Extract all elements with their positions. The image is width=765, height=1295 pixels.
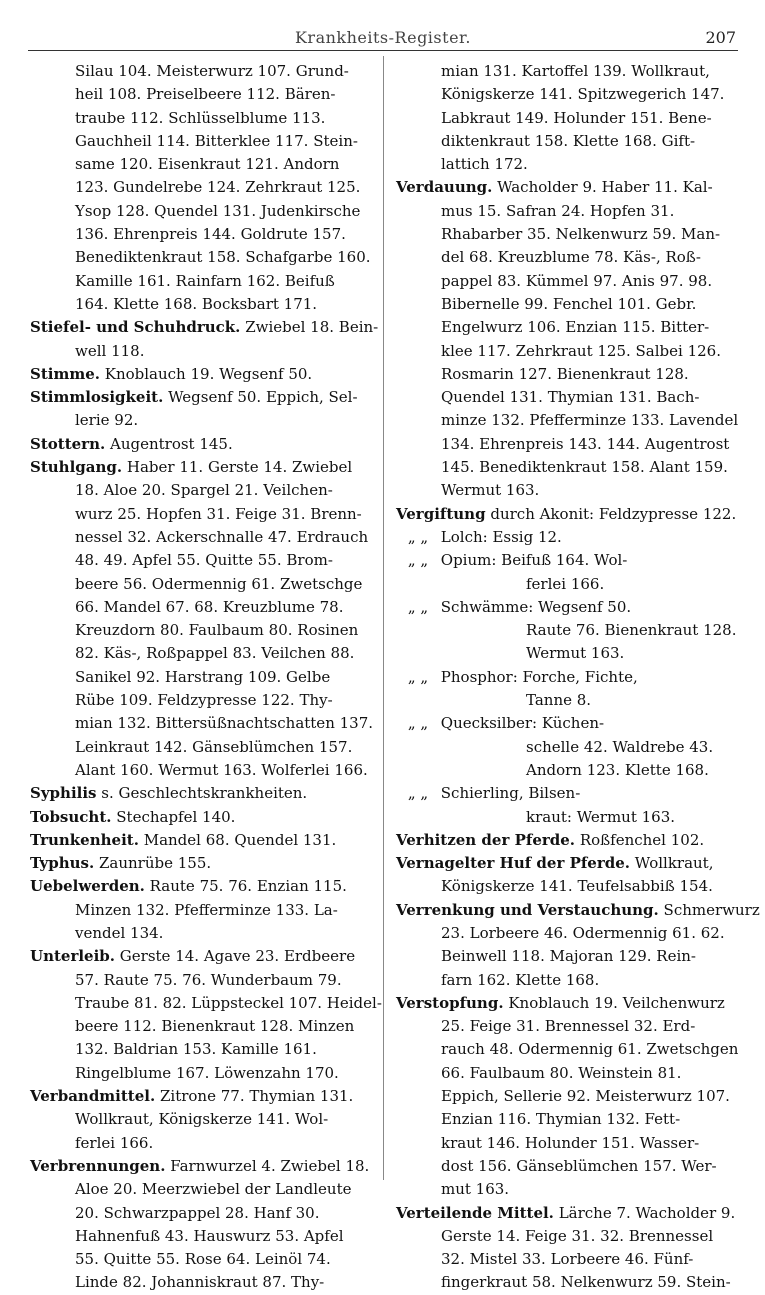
entry-text: Andorn 123. Klette 168.: [526, 760, 709, 779]
index-entry: [396, 852, 748, 875]
index-line: [396, 130, 748, 153]
index-line: [30, 130, 382, 153]
entry-text: Kamille 161. Rainfarn 162. Beifuß: [75, 271, 335, 290]
index-line: [30, 666, 382, 689]
entry-text: Minzen 132. Pfefferminze 133. La-: [75, 900, 338, 919]
entry-text: Leinkraut 142. Gänseblümchen 157.: [75, 737, 353, 756]
entry-text: Linde 82. Johanniskraut 87. Thy-: [75, 1273, 325, 1292]
entry-text: Raute 76. Bienenkraut 128.: [526, 621, 737, 640]
index-line: [30, 992, 382, 1015]
entry-text: Quecksilber: Küchen-: [440, 714, 605, 733]
entry-text: kraut: Wermut 163.: [526, 807, 676, 826]
index-line: [396, 642, 748, 665]
entry-text: klee 117. Zehrkraut 125. Salbei 126.: [441, 341, 721, 360]
entry-keyword: Verstopfung.: [396, 993, 504, 1012]
index-line: [30, 1038, 382, 1061]
entry-text: 132. Baldrian 153. Kamille 161.: [75, 1040, 317, 1059]
index-line: [30, 573, 382, 596]
index-entry: [30, 316, 382, 339]
entry-keyword: Typhus.: [30, 854, 95, 873]
entry-text: 20. Schwarzpappel 28. Hanf 30.: [75, 1203, 320, 1222]
entry-text: Wegsenf 50. Eppich, Sel-: [168, 388, 358, 407]
index-line: [30, 1225, 382, 1248]
index-line: [30, 1248, 382, 1271]
entry-keyword: Verhitzen der Pferde.: [396, 830, 576, 849]
index-line: [30, 200, 382, 223]
entry-keyword: Verbandmittel.: [30, 1087, 156, 1106]
entry-text: traube 112. Schlüsselblume 113.: [75, 108, 326, 127]
index-line: [396, 1085, 748, 1108]
entry-text: Stechapfel 140.: [116, 807, 236, 826]
entry-text: Quendel 131. Thymian 131. Bach-: [441, 388, 700, 407]
entry-keyword: Stimme.: [30, 364, 100, 383]
index-line: [30, 409, 382, 432]
entry-text: lerie 92.: [75, 411, 139, 430]
entry-keyword: Syphilis: [30, 784, 97, 803]
entry-keyword: Trunkenheit.: [30, 830, 139, 849]
index-line: [30, 153, 382, 176]
entry-text: Wacholder 9. Haber 11. Kal-: [497, 178, 713, 197]
entry-keyword: Unterleib.: [30, 947, 116, 966]
index-line: [30, 340, 382, 363]
entry-text: 55. Quitte 55. Rose 64. Leinöl 74.: [75, 1250, 331, 1269]
index-line: [396, 1248, 748, 1271]
index-line: [396, 1155, 748, 1178]
index-line: [396, 945, 748, 968]
entry-text: Mandel 68. Quendel 131.: [143, 830, 337, 849]
entry-text: Wermut 163.: [441, 481, 540, 500]
index-line: [30, 60, 382, 83]
left-column: [30, 60, 382, 1292]
index-entry: [30, 1085, 382, 1108]
index-line: [30, 1271, 382, 1294]
index-line: [396, 526, 748, 549]
index-line: [30, 596, 382, 619]
index-line: [396, 153, 748, 176]
index-line: [30, 246, 382, 269]
ditto-mark: „ „: [407, 714, 429, 733]
index-line: [396, 596, 748, 619]
entry-keyword: Verrenkung und Verstauchung.: [396, 900, 659, 919]
index-line: [396, 969, 748, 992]
entry-keyword: Stottern.: [30, 434, 106, 453]
index-line: [396, 386, 748, 409]
index-line: [30, 1178, 382, 1201]
entry-text: Beinwell 118. Majoran 129. Rein-: [441, 947, 696, 966]
entry-text: s. Geschlechtskrankheiten.: [101, 784, 308, 803]
index-line: [30, 712, 382, 735]
ditto-mark: „ „: [407, 784, 429, 803]
index-line: [30, 293, 382, 316]
index-line: [30, 1062, 382, 1085]
entry-text: Benediktenkraut 158. Schafgarbe 160.: [75, 248, 371, 267]
index-line: [396, 666, 748, 689]
entry-keyword: Verteilende Mittel.: [396, 1203, 554, 1222]
entry-text: Sanikel 92. Harstrang 109. Gelbe: [75, 667, 331, 686]
index-line: [396, 549, 748, 572]
index-line: [396, 246, 748, 269]
index-line: [30, 736, 382, 759]
index-line: [396, 736, 748, 759]
index-entry: [396, 829, 748, 852]
entry-text: durch Akonit: Feldzypresse 122.: [490, 504, 737, 523]
index-line: [30, 899, 382, 922]
entry-text: schelle 42. Waldrebe 43.: [526, 737, 714, 756]
index-line: [396, 1178, 748, 1201]
index-line: [396, 1062, 748, 1085]
entry-text: 82. Käs-, Roßpappel 83. Veilchen 88.: [75, 644, 355, 663]
entry-text: Bibernelle 99. Fenchel 101. Gebr.: [441, 294, 697, 313]
ditto-mark: „ „: [407, 597, 429, 616]
index-line: [30, 1132, 382, 1155]
entry-text: 136. Ehrenpreis 144. Goldrute 157.: [75, 225, 346, 244]
entry-text: Lärche 7. Wacholder 9.: [558, 1203, 736, 1222]
index-line: [396, 409, 748, 432]
index-line: [30, 642, 382, 665]
index-line: [396, 875, 748, 898]
index-line: [30, 526, 382, 549]
index-line: [30, 922, 382, 945]
entry-text: Tanne 8.: [526, 691, 592, 710]
running-title: Krankheits-Register.: [294, 28, 472, 47]
index-line: [30, 176, 382, 199]
index-line: [396, 60, 748, 83]
entry-text: lattich 172.: [441, 155, 528, 174]
index-line: [30, 1202, 382, 1225]
entry-text: Silau 104. Meisterwurz 107. Grund-: [75, 62, 349, 80]
index-entry: [30, 945, 382, 968]
entry-keyword: Verbrennungen.: [30, 1156, 166, 1175]
entry-text: Wermut 163.: [526, 644, 625, 663]
entry-text: Alant 160. Wermut 163. Wolferlei 166.: [75, 760, 368, 779]
entry-text: Zitrone 77. Thymian 131.: [159, 1087, 354, 1106]
index-entry: [30, 363, 382, 386]
entry-text: Phosphor: Forche, Fichte,: [440, 667, 638, 686]
entry-text: Schwämme: Wegsenf 50.: [440, 597, 632, 616]
index-line: [396, 200, 748, 223]
entry-text: Roßfenchel 102.: [579, 830, 705, 849]
index-line: [396, 223, 748, 246]
entry-text: Königskerze 141. Spitzwegerich 147.: [441, 85, 725, 104]
entry-keyword: Tobsucht.: [30, 807, 112, 826]
entry-text: Schmerwurz: [663, 900, 760, 919]
page-number: 207: [705, 28, 736, 47]
entry-text: Opium: Beifuß 164. Wol-: [440, 551, 628, 570]
index-entry: [30, 782, 382, 805]
entry-text: mian 132. Bittersüßnachtschatten 137.: [75, 714, 374, 733]
entry-text: minze 132. Pfefferminze 133. Lavendel: [441, 411, 739, 430]
index-line: [396, 316, 748, 339]
index-line: [396, 806, 748, 829]
index-line: [30, 83, 382, 106]
entry-text: wurz 25. Hopfen 31. Feige 31. Brenn-: [75, 504, 362, 523]
entry-text: Schierling, Bilsen-: [440, 784, 581, 803]
entry-text: Gerste 14. Agave 23. Erdbeere: [119, 947, 356, 966]
index-line: [396, 712, 748, 735]
index-line: [396, 1038, 748, 1061]
index-line: [396, 479, 748, 502]
entry-text: ferlei 166.: [75, 1133, 154, 1152]
index-entry: [396, 503, 748, 526]
entry-text: heil 108. Preiselbeere 112. Bären-: [75, 85, 336, 104]
entry-text: 66. Faulbaum 80. Weinstein 81.: [441, 1063, 682, 1082]
entry-text: del 68. Kreuzblume 78. Käs-, Roß-: [441, 248, 701, 267]
entry-text: Gauchheil 114. Bitterklee 117. Stein-: [75, 131, 358, 150]
entry-text: well 118.: [75, 341, 145, 360]
entry-text: 48. 49. Apfel 55. Quitte 55. Brom-: [75, 551, 333, 570]
index-entry: [30, 386, 382, 409]
entry-text: rauch 48. Odermennig 61. Zwetschgen: [441, 1040, 739, 1059]
entry-text: Knoblauch 19. Wegsenf 50.: [104, 364, 313, 383]
entry-keyword: Stimmlosigkeit.: [30, 388, 164, 407]
index-line: [396, 1225, 748, 1248]
entry-text: Hahnenfuß 43. Hauswurz 53. Apfel: [75, 1226, 344, 1245]
index-line: [396, 107, 748, 130]
entry-text: 145. Benediktenkraut 158. Alant 159.: [441, 458, 728, 477]
entry-text: 25. Feige 31. Brennessel 32. Erd-: [441, 1017, 696, 1036]
index-line: [396, 83, 748, 106]
entry-text: ferlei 166.: [526, 574, 605, 593]
entry-text: 164. Klette 168. Bocksbart 171.: [75, 294, 318, 313]
entry-text: mut 163.: [441, 1180, 510, 1199]
index-entry: [30, 433, 382, 456]
index-line: [30, 223, 382, 246]
entry-text: kraut 146. Holunder 151. Wasser-: [441, 1133, 700, 1152]
index-line: [30, 270, 382, 293]
entry-text: 123. Gundelrebe 124. Zehrkraut 125.: [75, 178, 361, 197]
index-line: [396, 1132, 748, 1155]
entry-text: Gerste 14. Feige 31. 32. Brennessel: [441, 1226, 714, 1245]
index-line: [30, 619, 382, 642]
index-line: [396, 433, 748, 456]
index-line: [396, 456, 748, 479]
index-line: [396, 922, 748, 945]
entry-text: mus 15. Safran 24. Hopfen 31.: [441, 201, 675, 220]
entry-text: nessel 32. Ackerschnalle 47. Erdrauch: [75, 527, 369, 546]
entry-text: Farnwurzel 4. Zwiebel 18.: [170, 1156, 370, 1175]
entry-text: vendel 134.: [75, 923, 164, 942]
entry-text: Engelwurz 106. Enzian 115. Bitter-: [441, 318, 710, 337]
entry-text: Wollkraut,: [634, 854, 714, 873]
entry-text: Rosmarin 127. Bienenkraut 128.: [441, 364, 689, 383]
index-line: [396, 293, 748, 316]
entry-text: Zwiebel 18. Bein-: [245, 318, 379, 337]
index-line: [30, 1015, 382, 1038]
entry-keyword: Stiefel- und Schuhdruck.: [30, 318, 241, 337]
header-rule: [28, 50, 738, 51]
entry-text: Traube 81. 82. Lüppsteckel 107. Heidel-: [75, 993, 382, 1012]
entry-keyword: Verdauung.: [396, 178, 493, 197]
entry-text: beere 56. Odermennig 61. Zwetschge: [75, 574, 363, 593]
entry-text: diktenkraut 158. Klette 168. Gift-: [441, 131, 696, 150]
index-entry: [30, 829, 382, 852]
index-line: [396, 270, 748, 293]
entry-keyword: Vergiftung: [396, 504, 486, 523]
page-header: [28, 22, 738, 52]
index-line: [30, 689, 382, 712]
index-entry: [396, 1202, 748, 1225]
entry-text: Lolch: Essig 12.: [440, 527, 562, 546]
entry-text: same 120. Eisenkraut 121. Andorn: [75, 155, 340, 174]
index-line: [396, 782, 748, 805]
index-entry: [396, 992, 748, 1015]
entry-text: 32. Mistel 33. Lorbeere 46. Fünf-: [441, 1250, 694, 1269]
index-line: [396, 340, 748, 363]
entry-keyword: Vernagelter Huf der Pferde.: [396, 854, 631, 873]
entry-text: Haber 11. Gerste 14. Zwiebel: [126, 458, 353, 477]
entry-text: Ringelblume 167. Löwenzahn 170.: [75, 1063, 339, 1082]
entry-text: Raute 75. 76. Enzian 115.: [149, 877, 347, 896]
index-line: [396, 1108, 748, 1131]
index-entry: [396, 176, 748, 199]
index-line: [30, 1108, 382, 1131]
index-entry: [30, 456, 382, 479]
index-entry: [30, 1155, 382, 1178]
index-entry: [30, 806, 382, 829]
ditto-mark: „ „: [407, 667, 429, 686]
entry-text: 57. Raute 75. 76. Wunderbaum 79.: [75, 970, 342, 989]
index-entry: [30, 852, 382, 875]
entry-text: Enzian 116. Thymian 132. Fett-: [441, 1110, 681, 1129]
entry-text: Eppich, Sellerie 92. Meisterwurz 107.: [441, 1087, 730, 1106]
index-line: [30, 759, 382, 782]
index-line: [30, 969, 382, 992]
index-line: [30, 549, 382, 572]
index-line: [396, 363, 748, 386]
entry-text: Wollkraut, Königskerze 141. Wol-: [75, 1110, 329, 1129]
entry-text: Ysop 128. Quendel 131. Judenkirsche: [75, 201, 361, 220]
index-entry: [396, 899, 760, 922]
entry-text: 66. Mandel 67. 68. Kreuzblume 78.: [75, 597, 344, 616]
entry-text: Knoblauch 19. Veilchenwurz: [508, 993, 725, 1012]
entry-text: Zaunrübe 155.: [98, 854, 212, 873]
entry-text: 134. Ehrenpreis 143. 144. Augentrost: [441, 434, 730, 453]
entry-text: Königskerze 141. Teufelsabbiß 154.: [441, 877, 713, 896]
entry-text: farn 162. Klette 168.: [441, 970, 600, 989]
ditto-mark: „ „: [407, 551, 429, 570]
entry-text: 23. Lorbeere 46. Odermennig 61. 62.: [441, 923, 725, 942]
entry-text: 18. Aloe 20. Spargel 21. Veilchen-: [75, 481, 333, 500]
index-line: [30, 479, 382, 502]
index-line: [396, 573, 748, 596]
entry-text: Rhabarber 35. Nelkenwurz 59. Man-: [441, 225, 721, 244]
right-column: [396, 60, 760, 1292]
index-line: [30, 107, 382, 130]
entry-text: mian 131. Kartoffel 139. Wollkraut,: [441, 62, 710, 80]
index-entry: [30, 875, 382, 898]
index-line: [30, 503, 382, 526]
index-line: [396, 1271, 748, 1294]
entry-keyword: Uebelwerden.: [30, 877, 145, 896]
entry-text: Labkraut 149. Holunder 151. Bene-: [441, 108, 712, 127]
index-line: [396, 619, 748, 642]
entry-text: beere 112. Bienenkraut 128. Minzen: [75, 1017, 355, 1036]
entry-text: pappel 83. Kümmel 97. Anis 97. 98.: [441, 271, 713, 290]
index-line: [396, 1015, 748, 1038]
entry-text: dost 156. Gänseblümchen 157. Wer-: [441, 1156, 717, 1175]
entry-text: Rübe 109. Feldzypresse 122. Thy-: [75, 691, 333, 710]
index-line: [396, 759, 748, 782]
entry-text: Augentrost 145.: [109, 434, 233, 453]
entry-text: Kreuzdorn 80. Faulbaum 80. Rosinen: [75, 621, 359, 640]
entry-keyword: Stuhlgang.: [30, 458, 123, 477]
entry-text: fingerkraut 58. Nelkenwurz 59. Stein-: [441, 1273, 731, 1292]
column-divider: [383, 56, 384, 1180]
entry-text: Aloe 20. Meerzwiebel der Landleute: [75, 1180, 352, 1199]
ditto-mark: „ „: [407, 527, 429, 546]
index-line: [396, 689, 748, 712]
